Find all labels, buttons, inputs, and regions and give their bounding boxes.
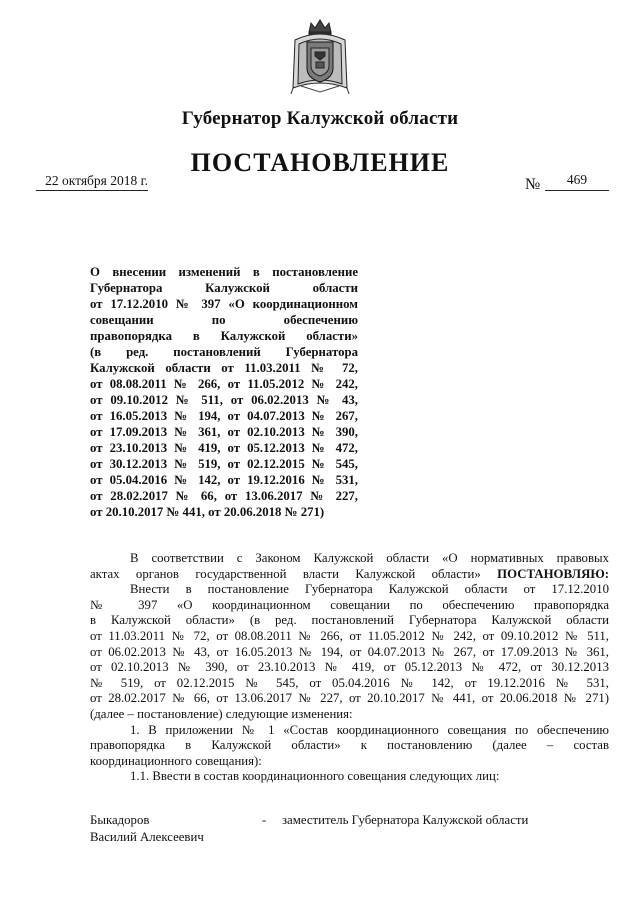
title-line: (в ред. постановлений Губернатора: [90, 345, 358, 359]
paragraph-line: № 397 «О координационном совещании по обеспечению правопорядка: [90, 597, 609, 612]
paragraph-line: от 11.03.2011 № 72, от 08.08.2011 № 266, от 11.05.2012 № 242, от 09.10.2012 № 511,: [90, 628, 609, 643]
document-type-heading: ПОСТАНОВЛЕНИЕ: [190, 148, 450, 177]
title-line: Губернатора Калужской области: [90, 281, 358, 295]
document-number-label: №: [525, 176, 541, 193]
title-line: от 05.04.2016 № 142, от 19.12.2016 № 531,: [90, 473, 358, 487]
decree-keyword: ПОСТАНОВЛЯЮ:: [497, 566, 609, 581]
paragraph-line: от 06.02.2013 № 43, от 16.05.2013 № 194, от 04.07.2013 № 267, от 17.09.2013 № 361,: [90, 644, 609, 659]
document-date: 22 октября 2018 г.: [36, 173, 148, 191]
document-number: 469: [545, 172, 609, 191]
preamble: [90, 551, 609, 582]
issuing-authority: Губернатор Калужской области: [181, 108, 459, 129]
member-position: заместитель Губернатора Калужской области: [282, 813, 529, 827]
title-line: О внесении изменений в постановление: [90, 265, 358, 279]
title-line: от 09.10.2012 № 511, от 06.02.2013 № 43,: [90, 393, 358, 407]
title-line: от 28.02.2017 № 66, от 13.06.2017 № 227,: [90, 489, 358, 503]
paragraph-line: № 519, от 02.12.2015 № 545, от 05.04.2016 № 142, от 19.12.2016 № 531,: [90, 675, 609, 690]
preamble-line: В соответствии с Законом Калужской области «О нормативных правовых: [130, 551, 609, 565]
kaluga-coat-of-arms-icon: [289, 18, 351, 96]
title-line: от 23.10.2013 № 419, от 05.12.2013 № 472,: [90, 441, 358, 455]
document-title: [90, 264, 358, 520]
title-line: от 16.05.2013 № 194, от 04.07.2013 № 267,: [90, 409, 358, 423]
paragraph-item-1-1: [90, 769, 609, 785]
title-line: от 20.10.2017 № 441, от 20.06.2018 № 271): [90, 505, 325, 519]
paragraph-line: от 02.10.2013 № 390, от 23.10.2013 № 419, от 05.12.2013 № 472, от 30.12.2013: [90, 660, 609, 675]
paragraph-item-1: [90, 723, 609, 770]
title-line: от 08.08.2011 № 266, от 11.05.2012 № 242,: [90, 377, 358, 391]
member-given-names: Василий Алексеевич: [90, 830, 204, 844]
document-body: [90, 551, 609, 785]
title-line: от 30.12.2013 № 519, от 02.12.2015 № 545,: [90, 457, 358, 471]
preamble-text: актах органов государственной власти Калужской области»: [90, 566, 481, 581]
preamble-line: [90, 567, 609, 583]
paragraph-line: правопорядка в Калужской области» к постановлению (далее – состав: [90, 738, 609, 753]
paragraph-line: в Калужской области» (в ред. постановлений Губернатора Калужской области: [90, 613, 609, 628]
paragraph-line: 1. В приложении № 1 «Состав координационного совещания по обеспечению: [130, 722, 609, 737]
paragraph-line: координационного совещания):: [90, 753, 262, 768]
title-line: совещании по обеспечению: [90, 313, 358, 327]
paragraph-line: 1.1. Ввести в состав координационного совещания следующих лиц:: [130, 769, 500, 784]
member-dash: -: [262, 813, 267, 827]
title-line: Калужской области от 11.03.2011 № 72,: [90, 361, 358, 375]
title-line: правопорядка в Калужской области»: [90, 329, 358, 343]
paragraph-line: от 28.02.2017 № 66, от 13.06.2017 № 227, от 20.10.2017 № 441, от 20.06.2018 № 271): [90, 691, 609, 706]
member-name: [90, 812, 204, 846]
paragraph-line: (далее – постановление) следующие изменения:: [90, 706, 353, 721]
title-line: от 17.09.2013 № 361, от 02.10.2013 № 390,: [90, 425, 358, 439]
member-surname: Быкадоров: [90, 813, 150, 827]
paragraph-amendments: [90, 582, 609, 722]
paragraph-line: Внести в постановление Губернатора Калужской области от 17.12.2010: [130, 582, 609, 597]
title-line: от 17.12.2010 № 397 «О координационном: [90, 297, 358, 311]
